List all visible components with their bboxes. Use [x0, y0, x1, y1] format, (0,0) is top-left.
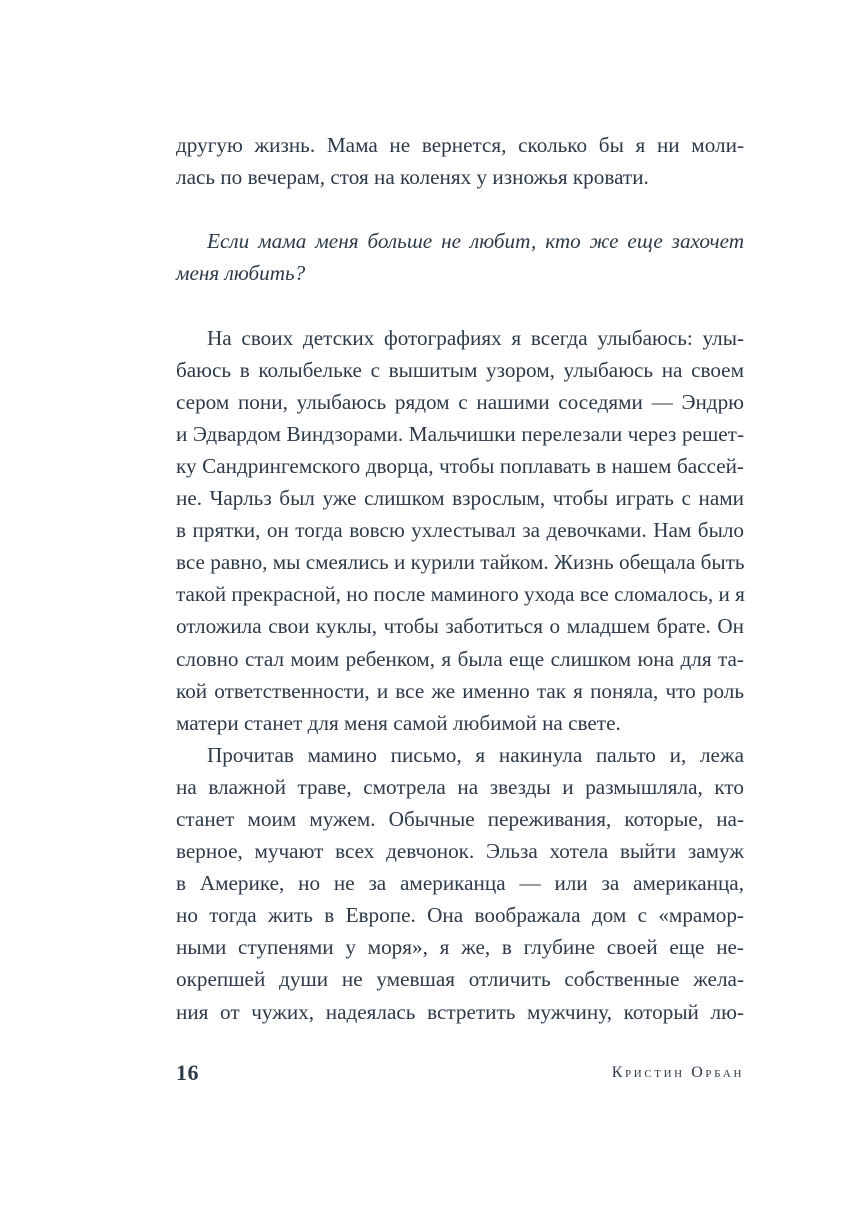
paragraph-gap	[176, 289, 744, 321]
page-body-text	[176, 129, 744, 1028]
page-number: 16	[176, 1060, 199, 1085]
text-line: в Америке, но не за американца — или за американца,	[176, 871, 744, 896]
text-line: ния от чужих, надеялась встретить мужчину, который лю-	[176, 999, 744, 1024]
text-line: На своих детских фотографиях я всегда улыбаюсь: улы-	[207, 325, 744, 350]
text-line: не. Чарльз был уже слишком взрослым, чтобы играть с нами	[176, 486, 744, 511]
text-line: окрепшей души не умевшая отличить собственные жела-	[176, 967, 744, 992]
text-line: сером пони, улыбаюсь рядом с нашими соседями — Эндрю	[176, 389, 744, 414]
paragraph-4	[176, 739, 744, 1028]
paragraph-3	[176, 322, 744, 739]
text-line: и Эдвардом Виндзорами. Мальчишки перелезали через решет-	[176, 421, 744, 446]
running-head-author: Кристин Орбан	[611, 1064, 744, 1081]
paragraph-gap	[176, 193, 744, 225]
paragraph-2-italic	[176, 225, 744, 289]
text-line: другую жизнь. Мама не вернется, сколько бы я ни моли-	[176, 133, 744, 157]
text-line: матери станет для меня самой любимой на свете.	[176, 710, 621, 735]
text-line: словно стал моим ребенком, я была еще слишком юна для та-	[176, 646, 744, 671]
text-line: все равно, мы смеялись и курили тайком. Жизнь обещала быть	[176, 550, 745, 575]
page-footer	[176, 1060, 744, 1092]
text-line: лась по вечерам, стоя на коленях у изножья кровати.	[176, 165, 649, 190]
text-line: но тогда жить в Европе. Она воображала дом с «мрамор-	[176, 903, 744, 928]
text-line: баюсь в колыбельке с вышитым узором, улыбаюсь на своем	[176, 357, 744, 382]
text-line: такой прекрасной, но после маминого ухода все сломалось, и я	[176, 582, 745, 607]
text-line: Если мама меня больше не любит, кто же еще захочет	[207, 229, 744, 254]
text-line: отложила свои куклы, чтобы заботиться о младшем брате. Он	[176, 614, 744, 639]
text-line: меня любить?	[176, 261, 306, 286]
text-line: ку Сандрингемского дворца, чтобы поплавать в нашем бассей-	[176, 453, 744, 478]
text-line: станет моим мужем. Обычные переживания, которые, на-	[176, 806, 744, 831]
text-line: Прочитав мамино письмо, я накинула пальто и, лежа	[207, 742, 744, 767]
text-line: в прятки, он тогда вовсю ухлестывал за девочками. Нам было	[176, 518, 744, 543]
text-line: ными ступенями у моря», я же, в глубине своей еще не-	[176, 935, 744, 960]
text-line: верное, мучают всех девчонок. Эльза хотела выйти замуж	[176, 839, 744, 864]
paragraph-1	[176, 129, 744, 193]
text-line: на влажной траве, смотрела на звезды и размышляла, кто	[176, 774, 744, 799]
text-line: кой ответственности, и все же именно так я поняла, что роль	[176, 678, 744, 703]
